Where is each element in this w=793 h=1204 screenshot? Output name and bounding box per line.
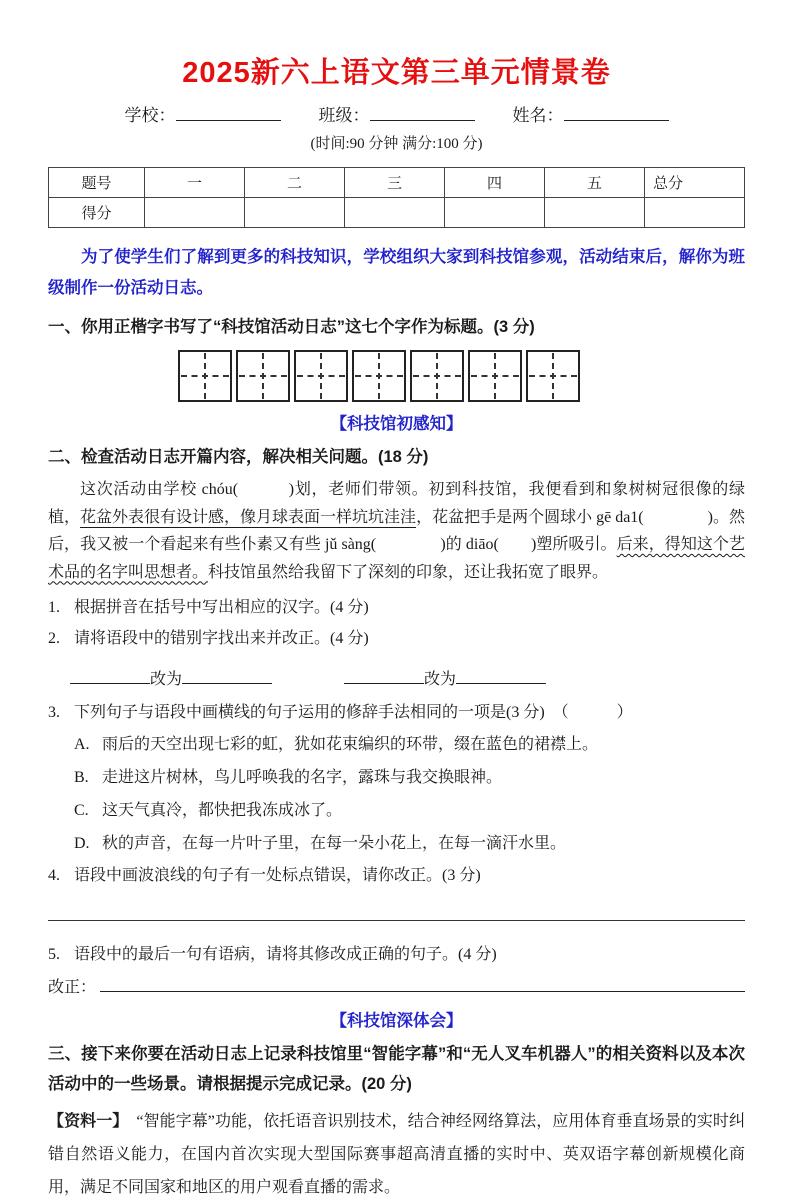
question-2-text: 请将语段中的错别字找出来并改正。(4 分) bbox=[74, 630, 369, 647]
correction-connector: 改为 bbox=[150, 671, 183, 688]
passage-underlined-segment: 花盆外表很有设计感，像月球表面一样坑坑洼洼 bbox=[80, 508, 417, 526]
question-3-text: 下列句子与语段中画横线的句子运用的修辞手法相同的一项是(3 分) （ ） bbox=[74, 704, 633, 721]
name-field bbox=[513, 101, 669, 126]
option-a-letter: A. bbox=[74, 736, 90, 753]
intro-text: 为了使学生们了解到更多的科技知识，学校组织大家到科技馆参观，活动结束后，解你为班级制作一份活动日志。 bbox=[48, 248, 745, 297]
correction-pair bbox=[344, 671, 546, 688]
question-4 bbox=[48, 862, 745, 889]
writing-box[interactable] bbox=[178, 350, 232, 402]
writing-box[interactable] bbox=[468, 350, 522, 402]
school-input[interactable] bbox=[176, 102, 281, 121]
q4-answer-line[interactable] bbox=[48, 919, 745, 921]
material-1-text: “智能字幕”功能，依托语音识别技术，结合神经网络算法，应用体育垂直场景的实时纠错自然语义能力，在国内首次实现大型国际赛事超高清直播的实时中、英双语字幕创新规模化商用，满足不同国家和地区的用户观看直播的需求。 bbox=[48, 1113, 745, 1196]
name-input[interactable] bbox=[564, 102, 669, 121]
school-label: 学校： bbox=[124, 106, 176, 125]
passage-segment: ，花盆把手是两个圆球小 gē da1( )。然后，我又被一个看起来有些仆素又有些 jǔ sàng( )的 diāo( )塑所吸引。 bbox=[48, 508, 745, 553]
passage-segment: 科技馆虽然给我留下了深刻的印象，还让我拓宽了眼界。 bbox=[208, 563, 609, 581]
question-1-number: 1. bbox=[48, 599, 60, 616]
section2-heading: 二、检查活动日志开篇内容，解决相关问题。(18 分) bbox=[48, 448, 429, 466]
writing-box[interactable] bbox=[294, 350, 348, 402]
writing-box[interactable] bbox=[526, 350, 580, 402]
material-1-label: 【资料一】 bbox=[48, 1113, 121, 1130]
class-label: 班级： bbox=[318, 106, 370, 125]
option-a-text: 雨后的天空出现七彩的虹，犹如花束编织的环带，缀在蓝色的裙襟上。 bbox=[102, 736, 599, 753]
material-1 bbox=[48, 1105, 745, 1204]
option-b-text: 走进这片树林，鸟儿呼唤我的名字，露珠与我交换眼神。 bbox=[102, 769, 503, 786]
writing-box[interactable] bbox=[410, 350, 464, 402]
correct-char-input[interactable] bbox=[456, 666, 546, 684]
correct-char-input[interactable] bbox=[182, 666, 272, 684]
score-table-cell-col5: 五 bbox=[545, 168, 645, 198]
score-table-cell-label: 题号 bbox=[49, 168, 145, 198]
score-table-score-row bbox=[49, 198, 745, 228]
wrong-char-input[interactable] bbox=[70, 666, 150, 684]
score-table-cell-col2: 二 bbox=[245, 168, 345, 198]
q5-answer-row bbox=[48, 974, 745, 997]
name-label: 姓名： bbox=[512, 106, 564, 125]
correction-pair bbox=[70, 671, 272, 688]
question-5-number: 5. bbox=[48, 946, 60, 963]
option-c-text: 这天气真冷，都快把我冻成冰了。 bbox=[102, 802, 343, 819]
score-table bbox=[48, 167, 745, 228]
score-table-cell-col1: 一 bbox=[145, 168, 245, 198]
question-2-number: 2. bbox=[48, 630, 60, 647]
correction-connector: 改为 bbox=[424, 671, 457, 688]
score-cell-total[interactable] bbox=[645, 198, 745, 228]
writing-box[interactable] bbox=[352, 350, 406, 402]
score-cell[interactable] bbox=[445, 198, 545, 228]
passage-wavy-segment: 后来，得知这个艺术品的名字叫思想者。 bbox=[48, 536, 745, 581]
score-cell[interactable] bbox=[145, 198, 245, 228]
option-d bbox=[74, 829, 745, 858]
section1-heading: 一、你用正楷字书写了“科技馆活动日志”这七个字作为标题。(3 分) bbox=[48, 318, 535, 336]
option-d-letter: D. bbox=[74, 835, 90, 852]
question-5-text: 语段中的最后一句有语病，请将其修改成正确的句子。(4 分) bbox=[74, 946, 497, 963]
question-3-number: 3. bbox=[48, 704, 60, 721]
question-4-number: 4. bbox=[48, 867, 60, 884]
time-score-line: (时间:90 分钟 满分:100 分) bbox=[310, 136, 483, 152]
wrong-char-input[interactable] bbox=[344, 666, 424, 684]
question-4-text: 语段中画波浪线的句子有一处标点错误，请你改正。(3 分) bbox=[74, 867, 481, 884]
question-1 bbox=[48, 594, 745, 621]
question-5 bbox=[48, 941, 745, 968]
score-table-cell-total: 总分 bbox=[645, 168, 745, 198]
question-2 bbox=[48, 625, 745, 652]
section3-heading: 三、接下来你要在活动日志上记录科技馆里“智能字幕”和“无人叉车机器人”的相关资料以及本次活动中的一些场景。请根据提示完成记录。(20 分) bbox=[48, 1045, 745, 1093]
score-cell[interactable] bbox=[345, 198, 445, 228]
option-d-text: 秋的声音，在每一片叶子里，在每一朵小花上，在每一滴汗水里。 bbox=[102, 835, 567, 852]
score-table-cell-col3: 三 bbox=[345, 168, 445, 198]
writing-grid bbox=[178, 350, 745, 402]
question-3 bbox=[48, 699, 745, 726]
section-divider-1: 【科技馆初感知】 bbox=[330, 415, 463, 433]
section-divider-2: 【科技馆深体会】 bbox=[330, 1012, 463, 1030]
page-title: 2025新六上语文第三单元情景卷 bbox=[182, 57, 611, 89]
score-table-header-row bbox=[49, 168, 745, 198]
school-field bbox=[125, 101, 281, 126]
score-cell[interactable] bbox=[545, 198, 645, 228]
option-a bbox=[74, 730, 745, 759]
class-input[interactable] bbox=[370, 102, 475, 121]
student-info-row bbox=[48, 101, 745, 126]
q5-answer-line[interactable] bbox=[100, 974, 745, 992]
question-1-text: 根据拼音在括号中写出相应的汉字。(4 分) bbox=[74, 599, 369, 616]
option-b bbox=[74, 763, 745, 792]
passage-segment: 这次活动由学校 chóu( )划，老师们带领。初到科技馆，我便看到和象树树冠很像的绿植， bbox=[48, 481, 745, 526]
score-table-cell-col4: 四 bbox=[445, 168, 545, 198]
question-2-answer-row bbox=[70, 666, 745, 689]
option-c-letter: C. bbox=[74, 802, 89, 819]
option-b-letter: B. bbox=[74, 769, 89, 786]
score-row-label: 得分 bbox=[49, 198, 145, 228]
option-c bbox=[74, 796, 745, 825]
score-cell[interactable] bbox=[245, 198, 345, 228]
writing-box[interactable] bbox=[236, 350, 290, 402]
class-field bbox=[319, 101, 475, 126]
fix-label: 改正： bbox=[48, 979, 97, 996]
reading-passage bbox=[48, 476, 745, 586]
